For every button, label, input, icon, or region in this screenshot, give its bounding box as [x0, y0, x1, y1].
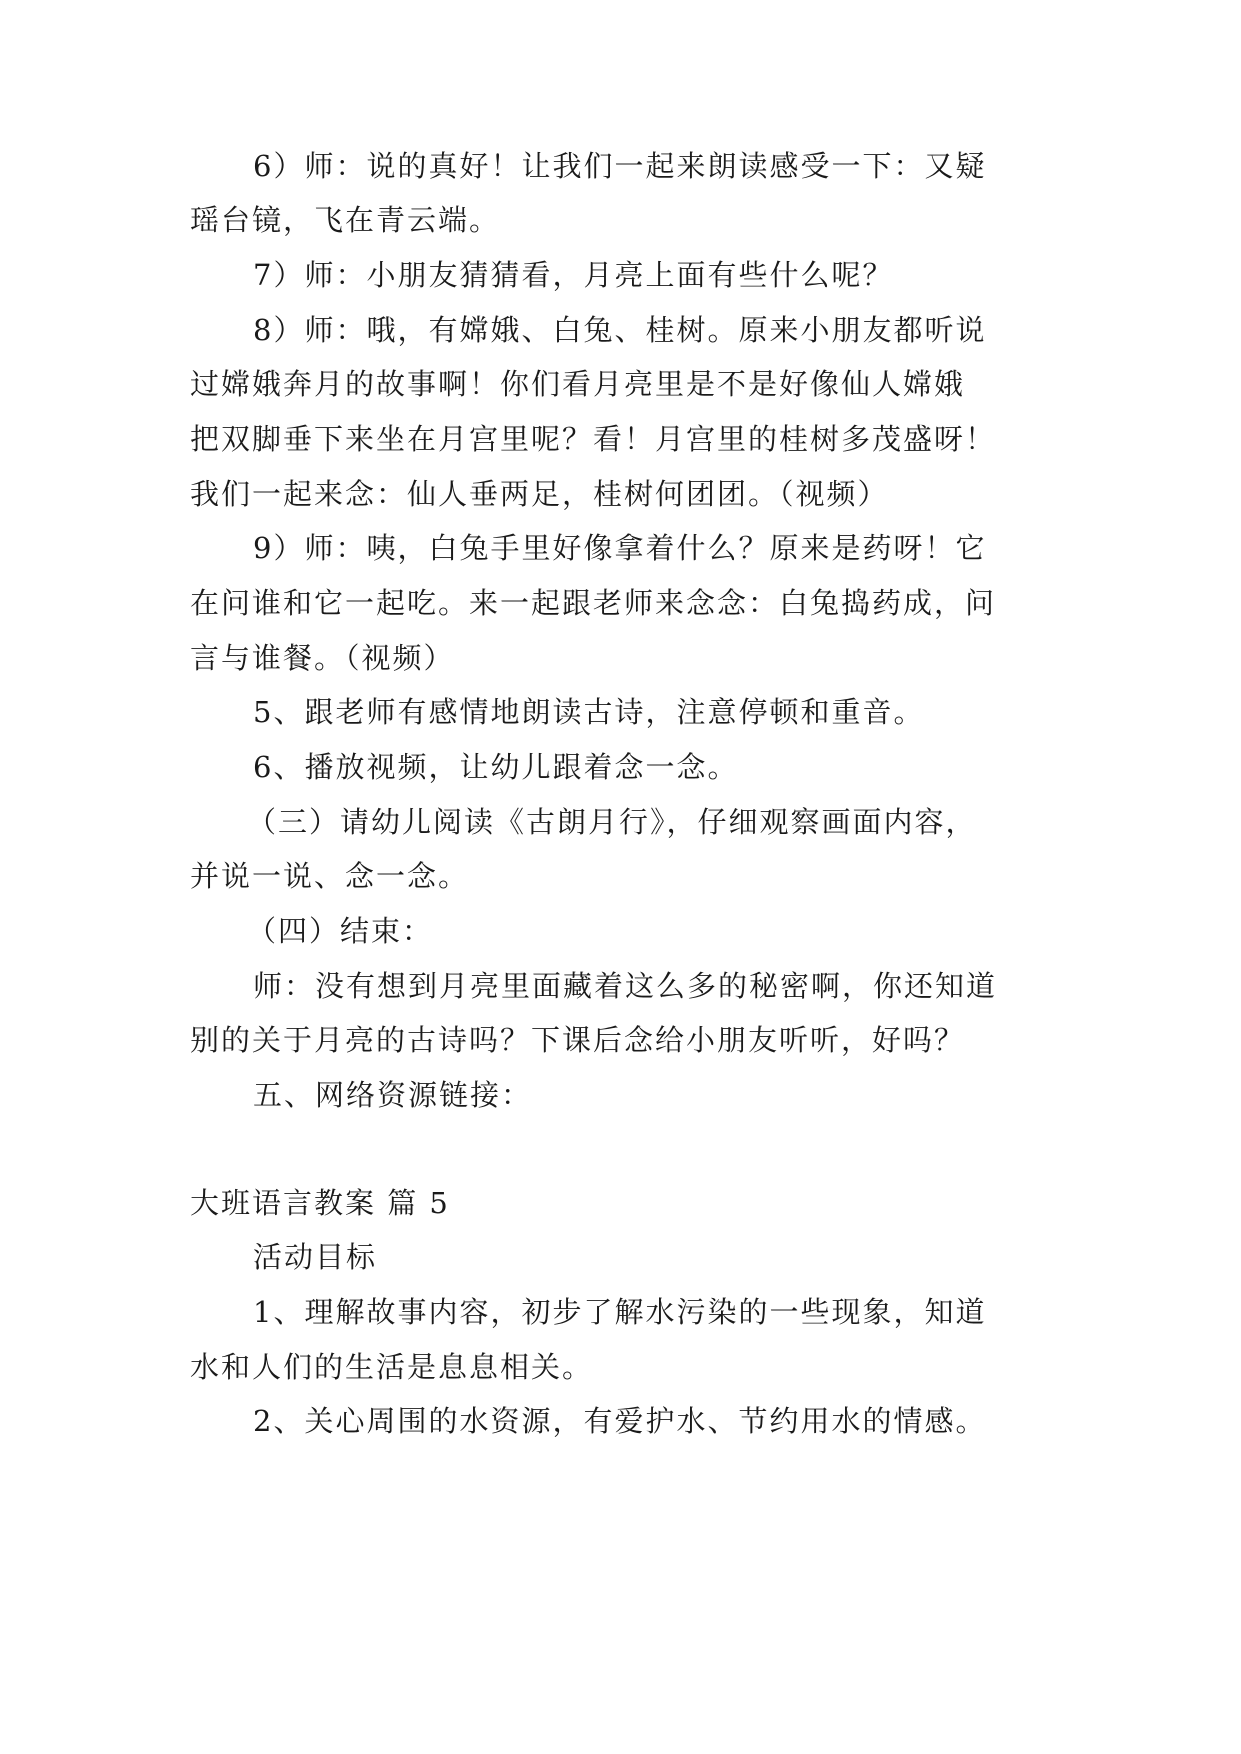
paragraph-line: 水和人们的生活是息息相关。: [190, 1350, 594, 1384]
section-heading: 大班语言教案 篇 5: [190, 1186, 450, 1220]
paragraph-line: 在问谁和它一起吃。来一起跟老师来念念：白兔捣药成，问: [190, 586, 997, 620]
paragraph-line: （四）结束：: [247, 914, 434, 948]
paragraph-line: 别的关于月亮的古诗吗？下课后念给小朋友听听，好吗？: [190, 1023, 966, 1057]
paragraph-line: 5、跟老师有感情地朗读古诗，注意停顿和重音。: [253, 695, 925, 729]
paragraph-line: 我们一起来念：仙人垂两足，桂树何团团。（视频）: [190, 477, 889, 511]
paragraph-line: 把双脚垂下来坐在月宫里呢？看！月宫里的桂树多茂盛呀！: [190, 422, 997, 456]
paragraph-line: 并说一说、念一念。: [190, 859, 470, 893]
paragraph-line: 1、理解故事内容，初步了解水污染的一些现象，知道: [253, 1295, 987, 1329]
paragraph-line: 7）师：小朋友猜猜看，月亮上面有些什么呢？: [253, 258, 894, 292]
paragraph-line: 2、关心周围的水资源，有爱护水、节约用水的情感。: [253, 1404, 987, 1438]
paragraph-line: 9）师：咦，白兔手里好像拿着什么？原来是药呀！它: [253, 531, 987, 565]
paragraph-line: 瑶台镜，飞在青云端。: [190, 203, 501, 237]
paragraph-line: 过嫦娥奔月的故事啊！你们看月亮里是不是好像仙人嫦娥: [190, 367, 966, 401]
paragraph-line: （三）请幼儿阅读《古朗月行》，仔细观察画面内容，: [247, 805, 977, 839]
paragraph-line: 6、播放视频，让幼儿跟着念一念。: [253, 750, 739, 784]
paragraph-line: 8）师：哦，有嫦娥、白兔、桂树。原来小朋友都听说: [253, 313, 987, 347]
paragraph-line: 活动目标: [253, 1240, 378, 1274]
paragraph-line: 6）师：说的真好！让我们一起来朗读感受一下：又疑: [253, 149, 987, 183]
paragraph-line: 五、网络资源链接：: [253, 1078, 533, 1112]
paragraph-line: 师：没有想到月亮里面藏着这么多的秘密啊，你还知道: [253, 969, 998, 1003]
paragraph-line: 言与谁餐。（视频）: [190, 641, 455, 675]
